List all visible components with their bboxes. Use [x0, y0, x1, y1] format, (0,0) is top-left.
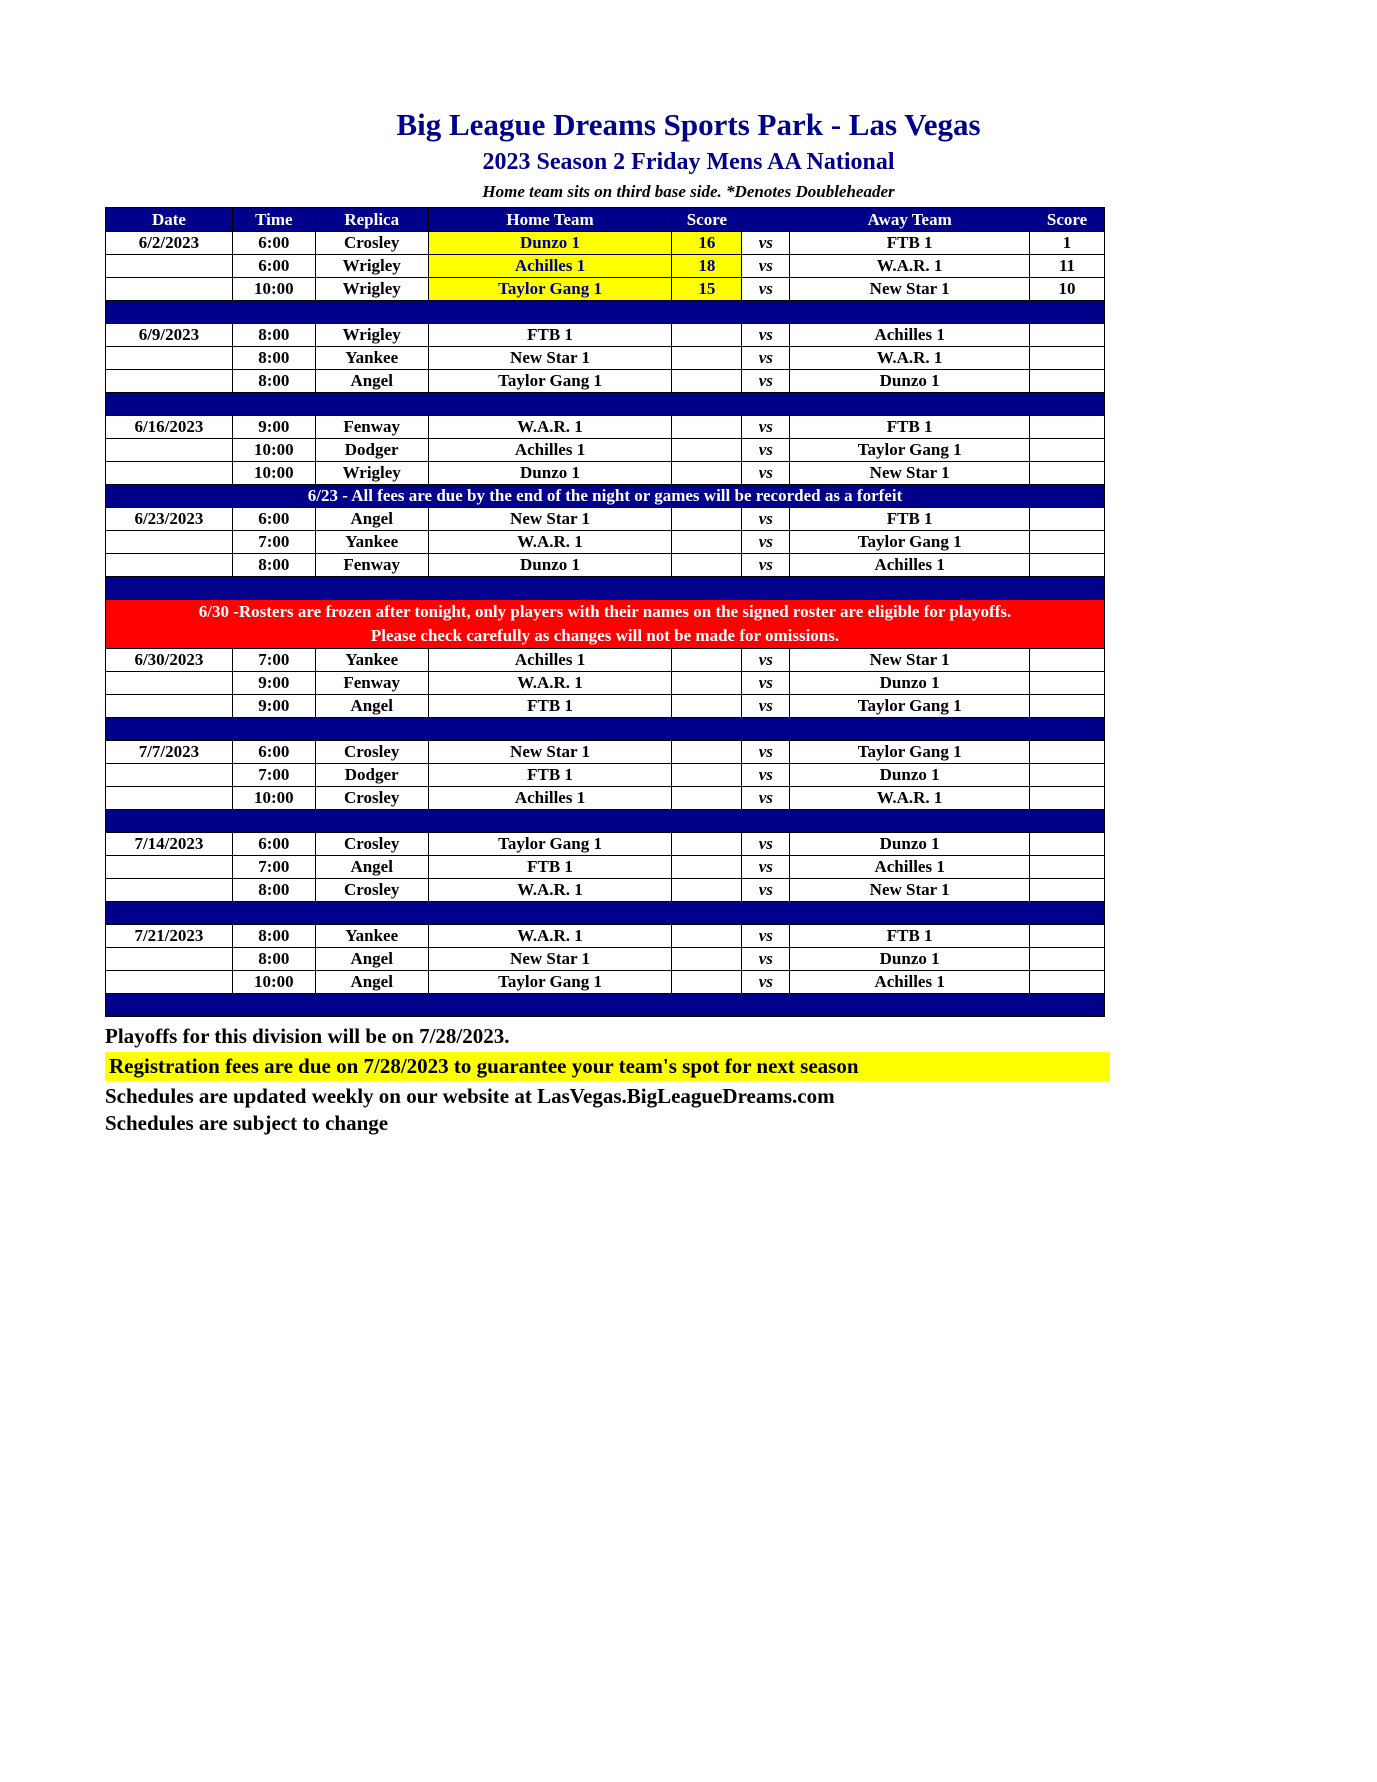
game-row	[106, 695, 1105, 718]
vs-cell: vs	[742, 439, 790, 462]
game-row	[106, 879, 1105, 902]
away-team-cell: Dunzo 1	[790, 672, 1030, 695]
vs-cell: vs	[742, 462, 790, 485]
away-score-cell	[1030, 879, 1105, 902]
time-cell: 6:00	[232, 741, 315, 764]
home-team-cell: W.A.R. 1	[428, 672, 672, 695]
game-row	[106, 764, 1105, 787]
replica-cell: Wrigley	[315, 462, 428, 485]
home-score-cell	[672, 649, 742, 672]
column-header-replica: Replica	[315, 208, 428, 232]
notice-line: 6/30 -Rosters are frozen after tonight, only players with their names on the signed roster are eligible for playoffs.	[198, 602, 1012, 622]
time-cell: 9:00	[232, 695, 315, 718]
vs-cell: vs	[742, 531, 790, 554]
home-score-cell	[672, 925, 742, 948]
home-team-cell: Dunzo 1	[428, 554, 672, 577]
vs-cell: vs	[742, 370, 790, 393]
home-score-cell	[672, 370, 742, 393]
away-score-cell	[1030, 347, 1105, 370]
game-row	[106, 508, 1105, 531]
home-team-cell: W.A.R. 1	[428, 879, 672, 902]
notice-line: 6/23 - All fees are due by the end of the night or games will be recorded as a forfeit	[307, 486, 903, 506]
column-header-vs	[742, 208, 790, 232]
away-score-cell	[1030, 416, 1105, 439]
home-team-cell: Achilles 1	[428, 255, 672, 278]
replica-cell: Fenway	[315, 554, 428, 577]
game-row	[106, 324, 1105, 347]
footer-registration-note: Registration fees are due on 7/28/2023 to guarantee your team's spot for next season	[105, 1052, 1110, 1081]
time-cell: 7:00	[232, 856, 315, 879]
vs-cell: vs	[742, 833, 790, 856]
page-subtitle: 2023 Season 2 Friday Mens AA National	[482, 149, 895, 176]
date-cell	[106, 554, 233, 577]
game-row	[106, 649, 1105, 672]
separator-row	[106, 301, 1105, 324]
game-row	[106, 741, 1105, 764]
column-header-score: Score	[1030, 208, 1105, 232]
game-row	[106, 833, 1105, 856]
away-team-cell: FTB 1	[790, 232, 1030, 255]
replica-cell: Crosley	[315, 833, 428, 856]
time-cell: 8:00	[232, 324, 315, 347]
separator-row	[106, 902, 1105, 925]
replica-cell: Yankee	[315, 347, 428, 370]
home-team-cell: Taylor Gang 1	[428, 971, 672, 994]
time-cell: 7:00	[232, 531, 315, 554]
away-score-cell	[1030, 672, 1105, 695]
away-score-cell: 10	[1030, 278, 1105, 301]
home-team-cell: Achilles 1	[428, 649, 672, 672]
away-score-cell	[1030, 531, 1105, 554]
date-cell	[106, 370, 233, 393]
home-team-cell: FTB 1	[428, 856, 672, 879]
away-team-cell: Taylor Gang 1	[790, 741, 1030, 764]
away-team-cell: Dunzo 1	[790, 833, 1030, 856]
vs-cell: vs	[742, 925, 790, 948]
vs-cell: vs	[742, 324, 790, 347]
home-team-cell: New Star 1	[428, 948, 672, 971]
away-team-cell: FTB 1	[790, 925, 1030, 948]
game-row	[106, 971, 1105, 994]
away-score-cell	[1030, 971, 1105, 994]
vs-cell: vs	[742, 948, 790, 971]
away-team-cell: Achilles 1	[790, 856, 1030, 879]
column-header-date: Date	[106, 208, 233, 232]
date-cell	[106, 971, 233, 994]
home-score-cell	[672, 764, 742, 787]
away-team-cell: W.A.R. 1	[790, 347, 1030, 370]
home-team-cell: FTB 1	[428, 695, 672, 718]
time-cell: 9:00	[232, 672, 315, 695]
schedule-note: Home team sits on third base side. *Denotes Doubleheader	[482, 182, 895, 202]
separator-cell	[106, 902, 1105, 925]
away-team-cell: Achilles 1	[790, 971, 1030, 994]
separator-cell	[106, 810, 1105, 833]
footer-playoffs-note: Playoffs for this division will be on 7/28/2023.	[105, 1024, 510, 1049]
replica-cell: Wrigley	[315, 278, 428, 301]
game-row	[106, 416, 1105, 439]
separator-cell	[106, 994, 1105, 1017]
game-row	[106, 347, 1105, 370]
time-cell: 6:00	[232, 833, 315, 856]
home-team-cell: FTB 1	[428, 324, 672, 347]
vs-cell: vs	[742, 554, 790, 577]
away-team-cell: Taylor Gang 1	[790, 439, 1030, 462]
home-team-cell: Dunzo 1	[428, 462, 672, 485]
table-head	[106, 208, 1105, 232]
vs-cell: vs	[742, 971, 790, 994]
home-score-cell	[672, 879, 742, 902]
home-team-cell: W.A.R. 1	[428, 416, 672, 439]
footer-website-note: Schedules are updated weekly on our website at LasVegas.BigLeagueDreams.com	[105, 1084, 835, 1109]
replica-cell: Crosley	[315, 787, 428, 810]
date-cell	[106, 462, 233, 485]
time-cell: 10:00	[232, 439, 315, 462]
date-cell: 6/2/2023	[106, 232, 233, 255]
separator-row	[106, 718, 1105, 741]
game-row	[106, 948, 1105, 971]
header-row	[106, 208, 1105, 232]
notice-line: Please check carefully as changes will not be made for omissions.	[370, 626, 840, 646]
home-team-cell: FTB 1	[428, 764, 672, 787]
away-score-cell	[1030, 508, 1105, 531]
home-score-cell	[672, 833, 742, 856]
date-cell	[106, 856, 233, 879]
game-row	[106, 232, 1105, 255]
game-row	[106, 255, 1105, 278]
home-team-cell: New Star 1	[428, 347, 672, 370]
separator-cell	[106, 393, 1105, 416]
game-row	[106, 370, 1105, 393]
replica-cell: Crosley	[315, 741, 428, 764]
replica-cell: Wrigley	[315, 255, 428, 278]
away-score-cell	[1030, 787, 1105, 810]
home-score-cell: 16	[672, 232, 742, 255]
footer-subject-to-change-note: Schedules are subject to change	[105, 1111, 389, 1136]
home-score-cell	[672, 741, 742, 764]
home-score-cell: 18	[672, 255, 742, 278]
home-score-cell	[672, 462, 742, 485]
replica-cell: Wrigley	[315, 324, 428, 347]
time-cell: 6:00	[232, 232, 315, 255]
date-cell	[106, 879, 233, 902]
replica-cell: Dodger	[315, 764, 428, 787]
away-score-cell	[1030, 764, 1105, 787]
separator-cell	[106, 301, 1105, 324]
replica-cell: Fenway	[315, 416, 428, 439]
vs-cell: vs	[742, 278, 790, 301]
game-row	[106, 278, 1105, 301]
notice-cell	[106, 485, 1105, 508]
separator-row	[106, 577, 1105, 600]
replica-cell: Crosley	[315, 879, 428, 902]
game-row	[106, 856, 1105, 879]
home-score-cell: 15	[672, 278, 742, 301]
time-cell: 10:00	[232, 787, 315, 810]
replica-cell: Yankee	[315, 649, 428, 672]
date-cell: 6/16/2023	[106, 416, 233, 439]
time-cell: 6:00	[232, 508, 315, 531]
home-team-cell: Taylor Gang 1	[428, 278, 672, 301]
game-row	[106, 672, 1105, 695]
home-team-cell: W.A.R. 1	[428, 531, 672, 554]
away-team-cell: New Star 1	[790, 649, 1030, 672]
away-score-cell	[1030, 856, 1105, 879]
away-team-cell: New Star 1	[790, 462, 1030, 485]
date-cell	[106, 531, 233, 554]
time-cell: 8:00	[232, 879, 315, 902]
away-team-cell: Dunzo 1	[790, 370, 1030, 393]
replica-cell: Angel	[315, 971, 428, 994]
time-cell: 10:00	[232, 462, 315, 485]
replica-cell: Angel	[315, 508, 428, 531]
notice-cell	[106, 600, 1105, 649]
away-team-cell: Achilles 1	[790, 324, 1030, 347]
replica-cell: Angel	[315, 948, 428, 971]
vs-cell: vs	[742, 856, 790, 879]
home-score-cell	[672, 324, 742, 347]
date-cell: 6/9/2023	[106, 324, 233, 347]
away-score-cell	[1030, 948, 1105, 971]
replica-cell: Fenway	[315, 672, 428, 695]
time-cell: 10:00	[232, 278, 315, 301]
notice-row	[106, 600, 1105, 649]
date-cell: 6/23/2023	[106, 508, 233, 531]
home-score-cell	[672, 416, 742, 439]
time-cell: 8:00	[232, 347, 315, 370]
date-cell: 7/21/2023	[106, 925, 233, 948]
separator-row	[106, 994, 1105, 1017]
vs-cell: vs	[742, 879, 790, 902]
table-body	[106, 232, 1105, 1017]
vs-cell: vs	[742, 416, 790, 439]
game-row	[106, 925, 1105, 948]
away-score-cell	[1030, 925, 1105, 948]
home-score-cell	[672, 672, 742, 695]
time-cell: 8:00	[232, 370, 315, 393]
footer	[105, 1023, 1110, 1137]
time-cell: 6:00	[232, 255, 315, 278]
home-score-cell	[672, 787, 742, 810]
away-score-cell	[1030, 833, 1105, 856]
away-team-cell: Achilles 1	[790, 554, 1030, 577]
date-cell	[106, 695, 233, 718]
home-team-cell: Taylor Gang 1	[428, 833, 672, 856]
away-score-cell	[1030, 370, 1105, 393]
replica-cell: Angel	[315, 856, 428, 879]
away-team-cell: FTB 1	[790, 416, 1030, 439]
away-score-cell	[1030, 439, 1105, 462]
away-score-cell	[1030, 649, 1105, 672]
home-score-cell	[672, 554, 742, 577]
schedule-table	[105, 207, 1105, 1017]
separator-row	[106, 810, 1105, 833]
home-score-cell	[672, 531, 742, 554]
away-team-cell: W.A.R. 1	[790, 787, 1030, 810]
away-team-cell: FTB 1	[790, 508, 1030, 531]
home-team-cell: Achilles 1	[428, 787, 672, 810]
replica-cell: Angel	[315, 370, 428, 393]
away-team-cell: Taylor Gang 1	[790, 531, 1030, 554]
time-cell: 9:00	[232, 416, 315, 439]
home-team-cell: Achilles 1	[428, 439, 672, 462]
home-score-cell	[672, 347, 742, 370]
away-team-cell: W.A.R. 1	[790, 255, 1030, 278]
away-score-cell	[1030, 324, 1105, 347]
separator-cell	[106, 718, 1105, 741]
game-row	[106, 531, 1105, 554]
home-score-cell	[672, 856, 742, 879]
home-team-cell: Dunzo 1	[428, 232, 672, 255]
home-team-cell: New Star 1	[428, 508, 672, 531]
away-score-cell: 11	[1030, 255, 1105, 278]
away-score-cell	[1030, 741, 1105, 764]
game-row	[106, 462, 1105, 485]
page-title: Big League Dreams Sports Park - Las Vegas	[396, 107, 981, 142]
notice-row	[106, 485, 1105, 508]
home-team-cell: New Star 1	[428, 741, 672, 764]
date-cell: 7/14/2023	[106, 833, 233, 856]
vs-cell: vs	[742, 255, 790, 278]
date-cell	[106, 764, 233, 787]
vs-cell: vs	[742, 741, 790, 764]
time-cell: 8:00	[232, 554, 315, 577]
home-score-cell	[672, 508, 742, 531]
home-score-cell	[672, 948, 742, 971]
time-cell: 7:00	[232, 764, 315, 787]
vs-cell: vs	[742, 508, 790, 531]
vs-cell: vs	[742, 232, 790, 255]
vs-cell: vs	[742, 649, 790, 672]
column-header-away-team: Away Team	[790, 208, 1030, 232]
away-score-cell: 1	[1030, 232, 1105, 255]
away-team-cell: Dunzo 1	[790, 948, 1030, 971]
game-row	[106, 554, 1105, 577]
replica-cell: Angel	[315, 695, 428, 718]
home-score-cell	[672, 439, 742, 462]
away-score-cell	[1030, 462, 1105, 485]
date-cell	[106, 255, 233, 278]
away-score-cell	[1030, 554, 1105, 577]
vs-cell: vs	[742, 695, 790, 718]
date-cell: 6/30/2023	[106, 649, 233, 672]
vs-cell: vs	[742, 764, 790, 787]
away-team-cell: Dunzo 1	[790, 764, 1030, 787]
date-cell	[106, 439, 233, 462]
replica-cell: Dodger	[315, 439, 428, 462]
vs-cell: vs	[742, 672, 790, 695]
separator-row	[106, 393, 1105, 416]
vs-cell: vs	[742, 347, 790, 370]
away-team-cell: New Star 1	[790, 278, 1030, 301]
replica-cell: Yankee	[315, 925, 428, 948]
time-cell: 10:00	[232, 971, 315, 994]
column-header-time: Time	[232, 208, 315, 232]
vs-cell: vs	[742, 787, 790, 810]
date-cell	[106, 672, 233, 695]
time-cell: 8:00	[232, 948, 315, 971]
home-team-cell: W.A.R. 1	[428, 925, 672, 948]
game-row	[106, 439, 1105, 462]
game-row	[106, 787, 1105, 810]
column-header-score: Score	[672, 208, 742, 232]
date-cell	[106, 278, 233, 301]
date-cell	[106, 787, 233, 810]
date-cell	[106, 948, 233, 971]
date-cell: 7/7/2023	[106, 741, 233, 764]
time-cell: 8:00	[232, 925, 315, 948]
home-score-cell	[672, 971, 742, 994]
separator-cell	[106, 577, 1105, 600]
replica-cell: Yankee	[315, 531, 428, 554]
away-score-cell	[1030, 695, 1105, 718]
home-team-cell: Taylor Gang 1	[428, 370, 672, 393]
column-header-home-team: Home Team	[428, 208, 672, 232]
away-team-cell: New Star 1	[790, 879, 1030, 902]
replica-cell: Crosley	[315, 232, 428, 255]
time-cell: 7:00	[232, 649, 315, 672]
date-cell	[106, 347, 233, 370]
away-team-cell: Taylor Gang 1	[790, 695, 1030, 718]
home-score-cell	[672, 695, 742, 718]
